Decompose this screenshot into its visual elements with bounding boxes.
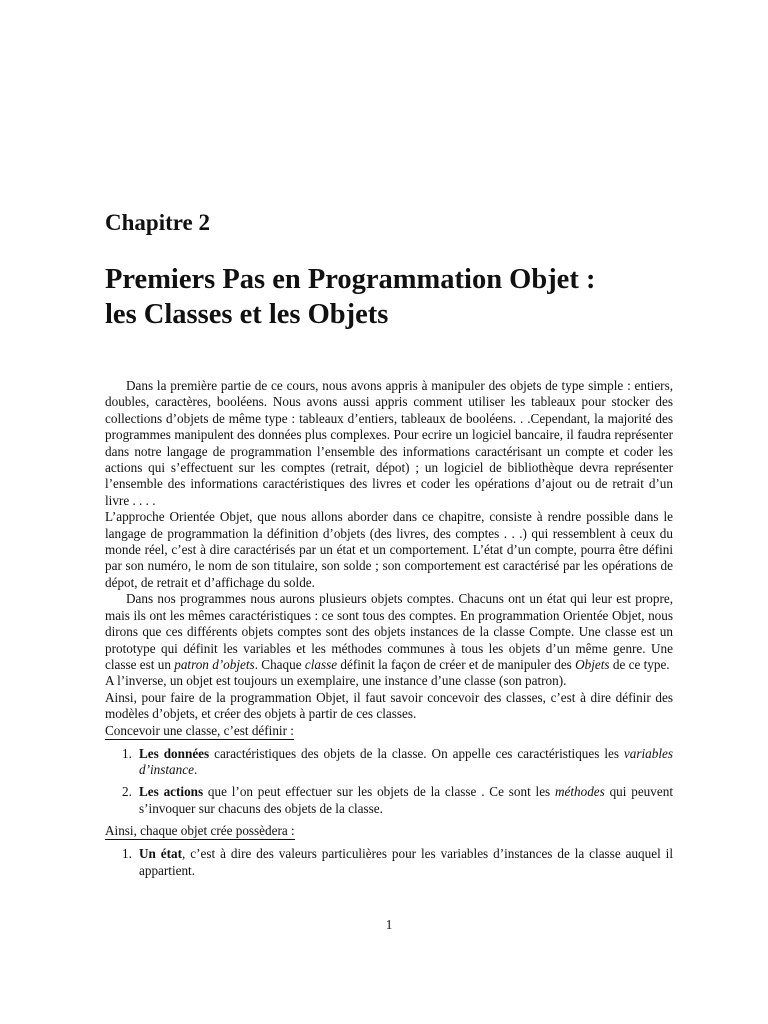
list-possedera <box>105 846 673 879</box>
list-concevoir <box>105 746 673 818</box>
paragraph-instance: A l’inverse, un objet est toujours un exemplaire, une instance d’une classe (son patron). <box>105 673 567 689</box>
paragraph-classes-text-3: définit la façon de créer et de manipuler des <box>337 656 576 672</box>
list-heading-possedera: Ainsi, chaque objet crée possèdera : <box>105 823 295 839</box>
document-page <box>105 0 673 1024</box>
list-item <box>105 784 673 817</box>
list-item-text: caractéristiques des objets de la classe. On appelle ces caractéristiques les <box>209 745 624 761</box>
list-item-number: 1. <box>122 745 132 761</box>
list-item-emphasis: méthodes <box>554 784 605 800</box>
body-text <box>105 378 673 885</box>
list-item-emphasis: variables d’instance <box>139 745 673 777</box>
paragraph-classes-text-1: Dans nos programmes nous aurons plusieurs objets comptes. Chacuns ont un état qui leur est propre, mais ils ont les mêmes caractéristiques : ce sont tous des comptes. En programmation Orientée Objet, nous dirons que ces différents objets comptes sont des objets instances de la classe Compte. Une classe est un prototype qui définit les variables et les méthodes communes à tous les objets d’un même genre. Une classe est un <box>105 591 673 672</box>
list-item-term: Les données <box>139 745 210 761</box>
term-patron-objets: patron d’objets <box>174 656 255 672</box>
paragraph-classes-text-4: de ce type. <box>609 656 670 672</box>
chapter-title <box>105 262 685 332</box>
list-item-text: , c’est à dire des valeurs particulières pour les variables d’instances de la classe auquel il appartient. <box>139 846 674 878</box>
list-heading-concevoir: Concevoir une classe, c’est définir : <box>105 722 294 738</box>
list-item-tail: . <box>193 761 198 777</box>
list-item <box>105 746 673 779</box>
paragraph-conception: Ainsi, pour faire de la programmation Objet, il faut savoir concevoir des classes, c’est à dire définir des modèles d’objets, et créer des objets à partir de ces classes. <box>105 689 673 722</box>
list-item-tail: qui peuvent s’invoquer sur chacuns des objets de la classe. <box>139 784 673 816</box>
paragraph-classes <box>105 591 673 673</box>
list-item-number: 1. <box>122 846 132 862</box>
page-number: 1 <box>385 917 393 932</box>
chapter-title-line-2: les Classes et les Objets <box>105 299 389 330</box>
chapter-label: Chapitre 2 <box>105 210 210 235</box>
term-classe: classe <box>304 656 338 672</box>
paragraph-classes-text-2: . Chaque <box>254 656 305 672</box>
list-item-term: Un état <box>139 846 183 862</box>
list-item-text: que l’on peut effectuer sur les objets de la classe . Ce sont les <box>203 784 555 800</box>
list-item-term: Les actions <box>139 784 204 800</box>
term-objets: Objets <box>575 656 610 672</box>
list-item-number: 2. <box>122 784 132 800</box>
list-item <box>105 846 673 879</box>
paragraph-oo-approach: L’approche Orientée Objet, que nous allons aborder dans ce chapitre, consiste à rendre possible dans le langage de programmation la définition d’objets (des livres, des comptes . . .) qui ressemblent à ceux du monde réel, c’est à dire caractérisés par un état et un comportement. L’état d’un compte, pourra être défini par son numéro, le nom de son titulaire, son solde ; son comportement est caractérisé par les opérations de dépot, de retrait et d’affichage du solde. <box>105 509 673 590</box>
chapter-title-line-1: Premiers Pas en Programmation Objet : <box>105 264 596 295</box>
paragraph-intro: Dans la première partie de ce cours, nous avons appris à manipuler des objets de type simple : entiers, doubles, caractères, booléens. Nous avons aussi appris comment utiliser les tableaux pour stocker des collections d’objets de même type : tableaux d’entiers, tableaux de booléens. . .Cependant, la majorité des programmes manipulent des données plus complexes. Pour ecrire un logiciel bancaire, il faudra représenter dans notre langage de programmation l’ensemble des informations caractérisant un compte et coder les actions qui s’effectuent sur les comptes (retrait, dépot) ; un logiciel de bibliothèque devra représenter l’ensemble des informations caractéristiques des livres et coder les opérations d’ajout ou de retrait d’un livre . . . . <box>105 378 673 508</box>
